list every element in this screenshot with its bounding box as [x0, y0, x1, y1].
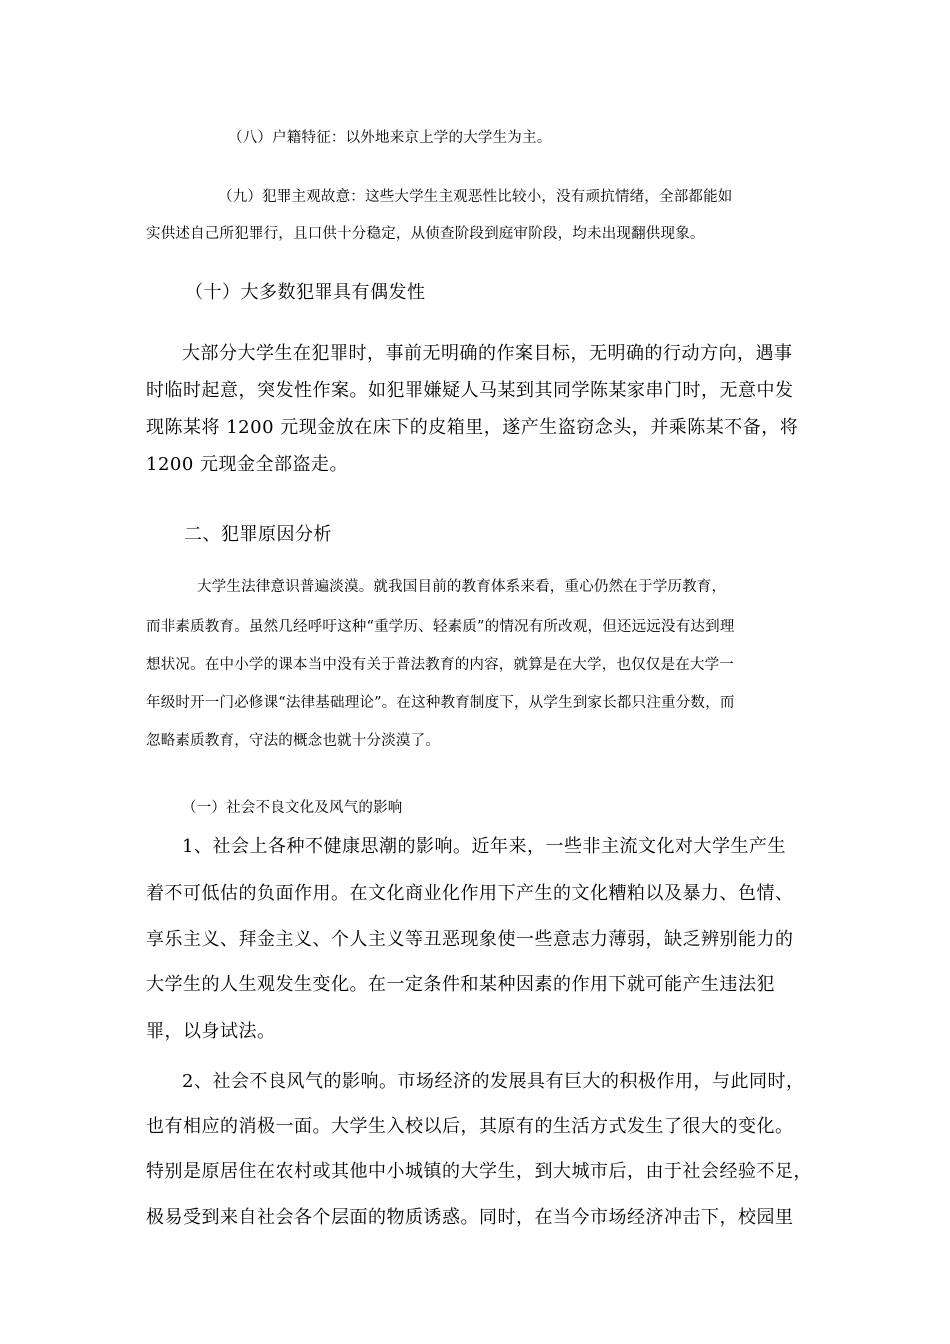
point-1-line-2: 着不可低估的负面作用。在文化商业化作用下产生的文化糟粕以及暴力、色情、: [146, 883, 794, 904]
section-2-para-line-3: 想状况。在中小学的课本当中没有关于普法教育的内容，就算是在大学，也仅仅是在大学一: [146, 657, 734, 673]
point-1-line-1: 1、社会上各种不健康思潮的影响。近年来，一些非主流文化对大学生产生: [182, 836, 786, 857]
point-1-line-3: 享乐主义、拜金主义、个人主义等丑恶现象使一些意志力薄弱，缺乏辨别能力的: [146, 929, 794, 950]
subsection-1-heading: （一）社会不良文化及风气的影响: [182, 800, 403, 816]
item-10-heading: （十）大多数犯罪具有偶发性: [185, 282, 426, 303]
section-2-para-line-2: 而非素质教育。虽然几经呼吁这种“重学历、轻素质”的情况有所改观，但还远远没有达到理: [146, 619, 735, 635]
item-9-line-2: 实供述自己所犯罪行，且口供十分稳定，从侦查阶段到庭审阶段，均未出现翻供现象。: [146, 226, 705, 242]
point-1-line-4: 大学生的人生观发生变化。在一定条件和某种因素的作用下就可能产生违法犯: [146, 974, 775, 995]
section-2-para-line-5: 忽略素质教育，守法的概念也就十分淡漠了。: [146, 733, 440, 749]
section-2-para-line-4: 年级时开一门必修课“法律基础理论”。在这种教育制度下，从学生到家长都只注重分数，而: [146, 695, 735, 711]
item-9-line-1: （九）犯罪主观故意：这些大学生主观恶性比较小，没有顽抗情绪，全部都能如: [218, 189, 733, 205]
point-1-line-5: 罪，以身试法。: [146, 1021, 276, 1042]
point-2-line-1: 2、社会不良风气的影响。市场经济的发展具有巨大的积极作用，与此同时，: [182, 1071, 805, 1092]
item-10-para-line-3: 现陈某将 1200 元现金放在床下的皮箱里，遂产生盗窃念头，并乘陈某不备，将: [146, 417, 799, 438]
point-2-line-3: 特别是原居住在农村或其他中小城镇的大学生，到大城市后，由于社会经验不足，: [146, 1161, 812, 1182]
section-2-heading: 二、犯罪原因分析: [184, 524, 332, 545]
point-2-line-2: 也有相应的消极一面。大学生入校以后，其原有的生活方式发生了很大的变化。: [146, 1116, 794, 1137]
item-10-para-line-4: 1200 元现金全部盗走。: [146, 454, 349, 475]
point-2-line-4: 极易受到来自社会各个层面的物质诱惑。同时，在当今市场经济冲击下，校园里: [146, 1207, 794, 1228]
section-2-para-line-1: 大学生法律意识普遍淡漠。就我国目前的教育体系来看，重心仍然在于学历教育，: [197, 579, 727, 595]
item-10-para-line-1: 大部分大学生在犯罪时，事前无明确的作案目标，无明确的行动方向，遇事: [182, 343, 793, 364]
item-8-text: （八）户籍特征：以外地来京上学的大学生为主。: [228, 130, 552, 146]
item-10-para-line-2: 时临时起意，突发性作案。如犯罪嫌疑人马某到其同学陈某家串门时，无意中发: [146, 380, 794, 401]
